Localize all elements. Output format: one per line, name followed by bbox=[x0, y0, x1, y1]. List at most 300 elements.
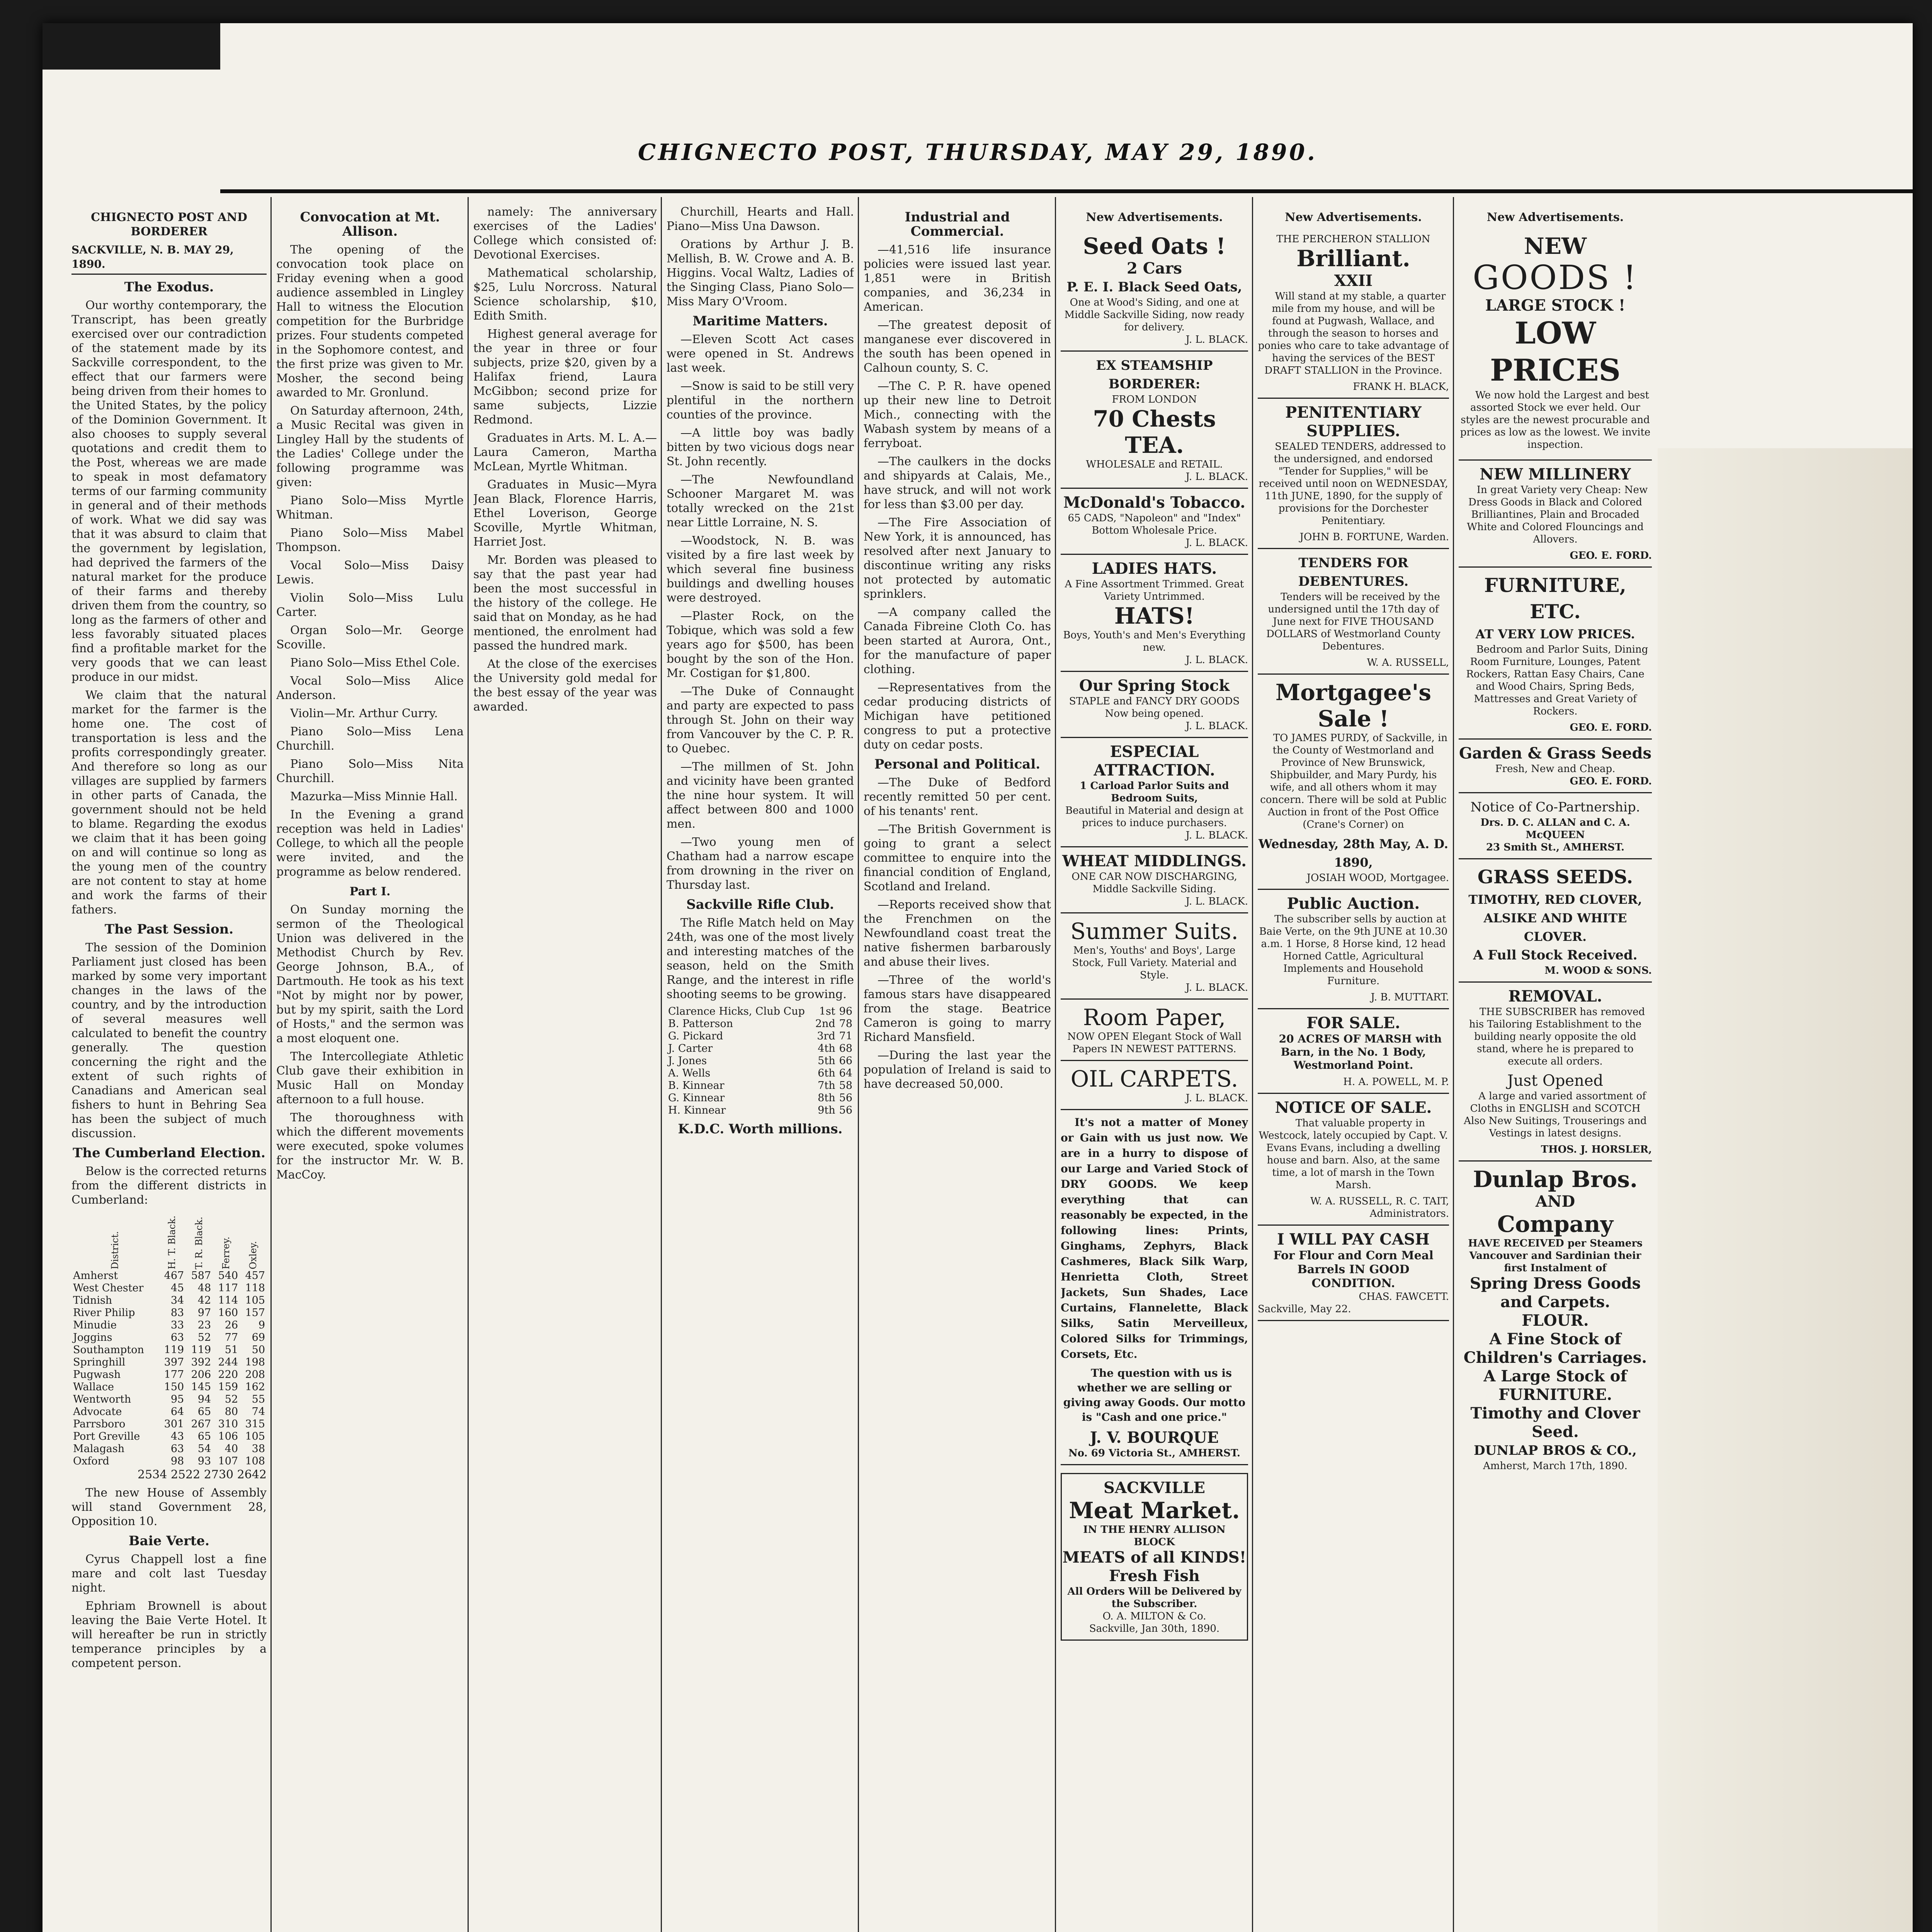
ad-body: TO JAMES PURDY, of Sackville, in the County of Westmorland and Province of New Brunswick, Shipbuilder, and Mary Purdy, his wife, and all others whom it may concern. There will be sold at Public Auction in front of the Post Office (Crane's Corner) on bbox=[1260, 732, 1448, 830]
table-cell: 105 bbox=[245, 1430, 265, 1442]
ad-body: IN THE HENRY ALLISON BLOCK bbox=[1083, 1524, 1226, 1548]
news-item: —The millmen of St. John and vicinity have been granted the nine hour system. It will affect between 800 and 1000 men. bbox=[667, 760, 854, 831]
news-item: —The British Government is going to grant a select committee to enquire into the financial condition of England, Scotland and Ireland. bbox=[864, 823, 1051, 893]
table-cell: 2nd bbox=[815, 1018, 835, 1030]
ad-subtitle: AT VERY LOW PRICES. bbox=[1475, 627, 1635, 641]
table-cell: H. Kinnear bbox=[668, 1104, 726, 1116]
table-cell: 117 bbox=[218, 1282, 238, 1294]
ad-signature: W. A. RUSSELL, R. C. TAIT, Administrators. bbox=[1310, 1196, 1449, 1219]
table-cell: 206 bbox=[191, 1369, 211, 1381]
table-row bbox=[71, 1455, 267, 1468]
table-row bbox=[667, 1092, 854, 1104]
table-cell: 26 bbox=[224, 1319, 238, 1331]
news-item: —Three of the world's famous stars have disappeared from the stage. Beatrice Cameron is going to marry Richard Mansfield. bbox=[864, 973, 1051, 1044]
program-item: Vocal Solo—Miss Alice Anderson. bbox=[276, 674, 464, 702]
dunlap-ad bbox=[1459, 1162, 1652, 1477]
article-paragraph: The thoroughness with which the different movements were executed, spoke volumes for the instructor Mr. W. B. MacCoy. bbox=[276, 1111, 464, 1182]
table-cell: 64 bbox=[839, 1067, 852, 1079]
column-1 bbox=[71, 205, 267, 1932]
hats-ad bbox=[1061, 555, 1248, 672]
table-cell: A. Wells bbox=[668, 1067, 711, 1079]
table-cell: 160 bbox=[218, 1307, 238, 1319]
article-paragraph: Orations by Arthur J. B. Mellish, B. W. Crowe and A. B. Higgins. Vocal Waltz, Ladies of the Singing Class, Piano Solo—Miss Mary O'Vroom. bbox=[667, 238, 854, 308]
wheat-ad bbox=[1061, 847, 1248, 913]
table-row bbox=[71, 1356, 267, 1369]
table-cell: Malagash bbox=[73, 1443, 125, 1455]
news-item: —Eleven Scott Act cases were opened in St. Andrews last week. bbox=[667, 333, 854, 375]
table-cell: 34 bbox=[170, 1294, 184, 1306]
table-cell: Wentworth bbox=[73, 1393, 131, 1405]
table-cell: 80 bbox=[224, 1406, 238, 1418]
program-item: Piano Solo—Miss Lena Churchill. bbox=[276, 725, 464, 753]
column-rule bbox=[270, 197, 272, 1932]
table-cell: Oxford bbox=[73, 1455, 109, 1467]
ad-title: NEW bbox=[1524, 233, 1587, 259]
table-row bbox=[667, 1018, 854, 1030]
table-cell: 33 bbox=[170, 1319, 184, 1331]
ad-signature: J. L. BLACK. bbox=[1185, 982, 1248, 993]
table-row bbox=[71, 1307, 267, 1319]
program-item: Mazurka—Miss Minnie Hall. bbox=[290, 790, 458, 803]
article-paragraph: We claim that the natural market for the farmer is the home one. The cost of transportation is less and the profits correspondingly greater. And therefore so long as our villages are supplied by farmers in other parts of Canada, the government should not be held to blame. Regarding the exodus we claim that it has been going on and will continue so long as the young men of the country are not content to stay at home and work the farms of their fathers. bbox=[71, 689, 267, 917]
ad-date: Amherst, March 17th, 1890. bbox=[1483, 1460, 1628, 1472]
news-item: —The Newfoundland Schooner Margaret M. was totally wrecked on the 21st near Little Lorraine, N. S. bbox=[667, 473, 854, 529]
table-cell: 63 bbox=[170, 1443, 184, 1455]
column-rule bbox=[661, 197, 662, 1932]
ad-title: Room Paper, bbox=[1083, 1004, 1226, 1031]
ad-signature: GEO. E. FORD. bbox=[1570, 776, 1652, 787]
table-header-cell: District. bbox=[109, 1231, 121, 1269]
table-cell: Minudie bbox=[73, 1319, 117, 1331]
ad-signature: O. A. MILTON & Co. bbox=[1102, 1611, 1206, 1622]
news-item: —Two young men of Chatham had a narrow escape from drowning in the river on Thursday last. bbox=[667, 835, 854, 892]
table-cell: 159 bbox=[218, 1381, 238, 1393]
column-6 bbox=[1061, 205, 1248, 1932]
table-cell: 150 bbox=[164, 1381, 184, 1393]
table-cell: G. Kinnear bbox=[668, 1092, 725, 1104]
article-paragraph: At the close of the exercises the University gold medal for the best essay of the year was awarded. bbox=[473, 657, 657, 714]
election-table bbox=[71, 1211, 267, 1468]
table-cell: 69 bbox=[252, 1332, 265, 1344]
ad-date: Sackville, May 22. bbox=[1258, 1303, 1351, 1315]
program-item: Piano Solo—Miss Mabel Thompson. bbox=[276, 526, 464, 554]
column-rule bbox=[1252, 197, 1253, 1932]
table-cell: 119 bbox=[164, 1344, 184, 1356]
ad-body: In great Variety very Cheap: New Dress Goods in Black and Colored Brilliantines, Plain and Brocaded White and Colored Flouncings and Allovers. bbox=[1467, 484, 1648, 545]
debentures-ad bbox=[1258, 549, 1449, 675]
column-7 bbox=[1258, 205, 1449, 1932]
table-cell: Port Greville bbox=[73, 1430, 140, 1442]
ad-subtitle: 2 Cars bbox=[1126, 259, 1182, 277]
news-item: —The C. P. R. have opened up their new line to Detroit Mich., connecting with the Wabash system by means of a ferryboat. bbox=[864, 379, 1051, 450]
article-paragraph: Below is the corrected returns from the different districts in Cumberland: bbox=[71, 1165, 267, 1207]
rifle-scores-table bbox=[667, 1005, 854, 1117]
news-item: —A little boy was badly bitten by two vicious dogs near St. John recently. bbox=[667, 426, 854, 468]
rifle-scores-body bbox=[667, 1005, 854, 1117]
stallion-ad bbox=[1258, 228, 1449, 399]
table-cell: 50 bbox=[252, 1344, 265, 1356]
ad-title: EX STEAMSHIP BORDERER: bbox=[1096, 358, 1213, 392]
table-cell: Parrsboro bbox=[73, 1418, 126, 1430]
for-sale-ad bbox=[1258, 1009, 1449, 1094]
table-cell: 43 bbox=[170, 1430, 184, 1442]
table-cell: 8th bbox=[818, 1092, 835, 1104]
table-cell: 587 bbox=[191, 1270, 211, 1282]
table-cell: 105 bbox=[245, 1294, 265, 1306]
ad-subtitle: XXII bbox=[1334, 272, 1373, 290]
column-3 bbox=[473, 205, 657, 1932]
ad-title: FURNITURE, ETC. bbox=[1484, 574, 1626, 623]
copartnership-ad bbox=[1459, 793, 1652, 859]
table-cell: 97 bbox=[197, 1307, 211, 1319]
table-cell: 1st bbox=[819, 1005, 835, 1017]
table-cell: 38 bbox=[252, 1443, 265, 1455]
table-cell: 9th bbox=[818, 1104, 835, 1116]
table-cell: 74 bbox=[252, 1406, 265, 1418]
column-rule bbox=[1055, 197, 1056, 1932]
table-cell: 107 bbox=[218, 1455, 238, 1467]
article-paragraph: Our worthy contemporary, the Transcript, has been greatly exercised over our contradiction of the statement made by its Sackville correspondent, to the effect that our farmers were being driven from their homes to the United States, by the policy of the Dominion Government. It also chooses to supply several quotations and credit them to the Post, whereas we are made to speak in most defamatory terms of our farming community in general and of their methods of work. What we did say was that it was absurd to claim that the government by legislation, had deprived the farmers of the natural market for the produce of their farms and thereby driven them from the country, so long as the farmers of other and less favorably situated places find a profitable market for the very goods that we can least produce in our midst. bbox=[71, 299, 267, 684]
seed-oats-ad bbox=[1061, 228, 1248, 352]
room-paper-ad bbox=[1061, 1000, 1248, 1061]
ad-address: No. 69 Victoria St., AMHERST. bbox=[1068, 1447, 1240, 1459]
article-heading: Convocation at Mt. Allison. bbox=[300, 209, 440, 239]
table-cell: Advocate bbox=[73, 1406, 122, 1418]
table-cell: 392 bbox=[191, 1356, 211, 1368]
article-paragraph: Mathematical scholarship, $25, Lulu Norcross. Natural Science scholarship, $10, Edith Smith. bbox=[473, 266, 657, 323]
table-cell: 55 bbox=[252, 1393, 265, 1405]
newspaper-page bbox=[43, 23, 1913, 1932]
article-paragraph: Mr. Borden was pleased to say that the past year had been the most successful in the history of the college. He said that on Monday, as he had mentioned, the enrolment had passed the hundred mark. bbox=[473, 553, 657, 653]
ad-subtitle: LARGE STOCK ! bbox=[1485, 296, 1626, 315]
table-cell: 7th bbox=[818, 1080, 835, 1092]
ad-title: GOODS ! bbox=[1473, 259, 1638, 297]
table-cell: 457 bbox=[245, 1270, 265, 1282]
ad-body: We now hold the Largest and best assorted Stock we ever held. Our styles are the newest procurable and prices as low as the lowest. We invite inspection. bbox=[1460, 389, 1651, 451]
ad-title: Our Spring Stock bbox=[1079, 677, 1230, 695]
footer-ad: K.D.C. Worth millions. bbox=[678, 1121, 843, 1137]
ad-headline: 70 Chests TEA. bbox=[1093, 406, 1216, 458]
ad-body: The question with us is whether we are selling or giving away Goods. Our motto is "Cash and one price." bbox=[1063, 1367, 1246, 1423]
ad-title: NEW MILLINERY bbox=[1480, 465, 1631, 483]
article-paragraph: The opening of the convocation took place on Friday evening when a good audience assembled in Lingley Hall to witness the Elocution competition for the Burbridge prizes. Four students competed in the Sophomore contest, and the first prize was given to Mr. Mosher, the second being awarded to Mr. Gronlund. bbox=[276, 243, 464, 400]
ad-signature: J. L. BLACK. bbox=[1185, 654, 1248, 666]
ad-title: WHEAT MIDDLINGS. bbox=[1062, 852, 1247, 870]
table-cell: 63 bbox=[170, 1332, 184, 1344]
news-item: —Snow is said to be still very plentiful in the northern counties of the province. bbox=[667, 379, 854, 422]
table-cell: 114 bbox=[218, 1294, 238, 1306]
table-cell: J. Carter bbox=[668, 1043, 713, 1054]
article-paragraph: The new House of Assembly will stand Government 28, Opposition 10. bbox=[71, 1486, 267, 1528]
ad-signature: J. L. BLACK. bbox=[1185, 471, 1248, 483]
news-item: —During the last year the population of Ireland is said to have decreased 50,000. bbox=[864, 1049, 1051, 1091]
article-paragraph: The Intercollegiate Athletic Club gave their exhibition in Music Hall on Monday afternoon to a full house. bbox=[276, 1050, 464, 1106]
ad-title: I WILL PAY CASH bbox=[1277, 1230, 1430, 1248]
table-header-cell: T. R. Black. bbox=[194, 1216, 205, 1269]
table-cell: 145 bbox=[191, 1381, 211, 1393]
ad-body: That valuable property in Westcock, lately occupied by Capt. V. Evans Evans, including a dwelling house and barn. Also, at the same time, a lot of marsh in the Town Marsh. bbox=[1259, 1117, 1448, 1191]
news-item: —41,516 life insurance policies were issued last year. 1,851 were in British companies, and 36,234 in American. bbox=[864, 243, 1051, 314]
article-paragraph: Graduates in Music—Myra Jean Black, Florence Harris, Ethel Loverison, George Scoville, Myrtle Whitman, Harriet Jost. bbox=[473, 478, 657, 549]
table-row bbox=[667, 1030, 854, 1043]
ad-headline: Timothy and Clover Seed. bbox=[1470, 1404, 1640, 1441]
ad-subtitle: AND bbox=[1535, 1192, 1575, 1211]
table-cell: 540 bbox=[218, 1270, 238, 1282]
table-cell: Springhill bbox=[73, 1356, 126, 1368]
table-row bbox=[71, 1319, 267, 1332]
news-item: —A company called the Canada Fibreine Cloth Co. has been started at Aurora, Ont., for the manufacture of paper clothing. bbox=[864, 605, 1051, 676]
ad-date: Wednesday, 28th May, A. D. 1890, bbox=[1258, 837, 1449, 870]
article-heading: Sackville Rifle Club. bbox=[686, 897, 834, 912]
table-cell: J. Jones bbox=[668, 1055, 707, 1067]
new-goods-ad bbox=[1459, 228, 1652, 461]
column-4 bbox=[667, 205, 854, 1932]
table-cell: 51 bbox=[224, 1344, 238, 1356]
table-row bbox=[71, 1443, 267, 1455]
ad-signature: JOHN B. FORTUNE, Warden. bbox=[1299, 531, 1449, 543]
table-cell: 77 bbox=[224, 1332, 238, 1344]
article-heading: The Cumberland Election. bbox=[73, 1145, 265, 1161]
ad-date: Sackville, Jan 30th, 1890. bbox=[1089, 1623, 1220, 1634]
table-cell: 310 bbox=[218, 1418, 238, 1430]
table-header-cell: Oxley. bbox=[248, 1241, 259, 1269]
ad-headline: A Full Stock Received. bbox=[1473, 947, 1638, 963]
article-paragraph: Graduates in Arts. M. L. A.—Laura Cameron, Martha McLean, Myrtle Whitman. bbox=[473, 431, 657, 473]
table-cell: 45 bbox=[170, 1282, 184, 1294]
table-cell: 267 bbox=[191, 1418, 211, 1430]
column-2 bbox=[276, 205, 464, 1932]
table-cell: 220 bbox=[218, 1369, 238, 1381]
ad-headline: LOW PRICES bbox=[1490, 316, 1621, 388]
column-5 bbox=[864, 205, 1051, 1932]
ad-subtitle: 1 Carload Parlor Suits and Bedroom Suits, bbox=[1080, 780, 1229, 804]
table-cell: 65 bbox=[197, 1430, 211, 1442]
ad-signature: THOS. J. HORSLER, bbox=[1541, 1144, 1652, 1155]
ad-body: One at Wood's Siding, and one at Middle Sackville Siding, now ready for delivery. bbox=[1064, 297, 1245, 333]
table-header-cell: Ferrey. bbox=[221, 1236, 232, 1269]
page-edge-shadow bbox=[1658, 448, 1913, 1932]
grass-seeds-ad bbox=[1459, 859, 1652, 983]
table-row bbox=[667, 1005, 854, 1018]
ad-headline: Spring Dress Goods and Carpets. bbox=[1469, 1274, 1641, 1311]
program-item: Vocal Solo—Miss Daisy Lewis. bbox=[276, 559, 464, 587]
table-cell: Clarence Hicks, Club Cup bbox=[668, 1005, 805, 1017]
table-row bbox=[71, 1393, 267, 1406]
news-item: —Reports received show that the Frenchmen on the Newfoundland coast treat the native fishermen barbarously and abuse their lives. bbox=[864, 898, 1051, 969]
news-item: —The greatest deposit of manganese ever discovered in the south has been opened in Calhoun county, S. C. bbox=[864, 318, 1051, 375]
table-cell: 6th bbox=[818, 1067, 835, 1079]
news-item: —Woodstock, N. B. was visited by a fire last week by which several fine business buildings and dwelling houses were destroyed. bbox=[667, 534, 854, 605]
table-cell: 64 bbox=[170, 1406, 184, 1418]
table-row bbox=[667, 1080, 854, 1092]
table-cell: 71 bbox=[839, 1030, 852, 1042]
table-cell: 56 bbox=[839, 1104, 852, 1116]
ad-subtitle: Meat Market. bbox=[1069, 1497, 1240, 1524]
ad-signature: H. A. POWELL, M. P. bbox=[1343, 1076, 1449, 1088]
table-cell: 208 bbox=[245, 1369, 265, 1381]
ad-signature: M. WOOD & SONS. bbox=[1544, 965, 1652, 976]
ad-signature: JOSIAH WOOD, Mortgagee. bbox=[1306, 872, 1449, 884]
article-paragraph: Cyrus Chappell lost a fine mare and colt last Tuesday night. bbox=[71, 1553, 267, 1595]
table-row bbox=[71, 1430, 267, 1443]
news-item: —Representatives from the cedar producing districts of Michigan have petitioned congress to put a protective duty on cedar posts. bbox=[864, 681, 1051, 752]
ad-signature: GEO. E. FORD. bbox=[1570, 550, 1652, 561]
ad-address: 23 Smith St., AMHERST. bbox=[1486, 842, 1625, 853]
ad-title: Brilliant. bbox=[1296, 245, 1410, 272]
article-heading: The Exodus. bbox=[124, 279, 214, 295]
millinery-ad bbox=[1459, 461, 1652, 568]
garden-seeds-ad bbox=[1459, 740, 1652, 793]
article-paragraph: namely: The anniversary exercises of the Ladies' College which consisted of: Devotional Exercises. bbox=[473, 205, 657, 262]
ad-signature: J. L. BLACK. bbox=[1185, 720, 1248, 732]
ad-title: Seed Oats ! bbox=[1083, 233, 1226, 259]
ad-headline: HATS! bbox=[1114, 603, 1195, 629]
table-cell: 94 bbox=[197, 1393, 211, 1405]
article-paragraph: Ephriam Brownell is about leaving the Baie Verte Hotel. It will hereafter be run in strictly temperance principles by a competent person. bbox=[71, 1599, 267, 1670]
ad-body: Beautiful in Material and design at prices to induce purchasers. bbox=[1065, 805, 1243, 829]
program-item: Piano Solo—Miss Myrtle Whitman. bbox=[276, 494, 464, 522]
program-item: Organ Solo—Mr. George Scoville. bbox=[276, 624, 464, 651]
news-item: —The Duke of Bedford recently remitted 50 per cent. of his tenants' rent. bbox=[864, 776, 1051, 818]
ad-signature: J. V. BOURQUE bbox=[1090, 1429, 1219, 1447]
column-rule bbox=[468, 197, 469, 1932]
ad-headline: MEATS of all KINDS! bbox=[1062, 1548, 1247, 1566]
table-cell: 78 bbox=[839, 1018, 852, 1030]
ad-signature: J. L. BLACK. bbox=[1185, 896, 1248, 907]
meat-market-ad bbox=[1061, 1473, 1248, 1641]
table-cell: 83 bbox=[170, 1307, 184, 1319]
table-cell: 23 bbox=[197, 1319, 211, 1331]
ad-subtitle: TIMOTHY, RED CLOVER, ALSIKE AND WHITE CLOVER. bbox=[1468, 892, 1642, 944]
program-item: Violin—Mr. Arthur Curry. bbox=[290, 707, 438, 720]
ad-signature: DUNLAP BROS & CO., bbox=[1474, 1443, 1637, 1458]
ads-header: New Advertisements. bbox=[1486, 211, 1624, 224]
notice-of-sale-ad bbox=[1258, 1094, 1449, 1226]
election-total: 2534 2522 2730 2642 bbox=[138, 1468, 267, 1481]
ad-title: FOR SALE. bbox=[1306, 1014, 1400, 1032]
ad-signature: J. L. BLACK. bbox=[1185, 537, 1248, 549]
ad-body: ONE CAR NOW DISCHARGING, Middle Sackville Siding. bbox=[1071, 871, 1237, 895]
special-attraction-ad bbox=[1061, 738, 1248, 847]
table-cell: West Chester bbox=[73, 1282, 144, 1294]
oil-carpets-ad bbox=[1061, 1061, 1248, 1110]
ad-body: A large and varied assortment of Cloths in ENGLISH and SCOTCH Also New Suitings, Trouserings and Vestings in latest designs. bbox=[1464, 1090, 1647, 1139]
table-cell: Tidnish bbox=[73, 1294, 112, 1306]
table-cell: Joggins bbox=[73, 1332, 112, 1344]
ad-subtitle: FROM LONDON bbox=[1112, 394, 1197, 405]
ad-body: Bedroom and Parlor Suits, Dining Room Furniture, Lounges, Patent Rockers, Rattan Easy Chairs, Cane and Wood Chairs, Spring Beds, Mattresses and Great Variety of Rockers. bbox=[1466, 644, 1648, 717]
ad-headline: A Large Stock of FURNITURE. bbox=[1483, 1367, 1627, 1404]
table-cell: 467 bbox=[164, 1270, 184, 1282]
ad-body: The subscriber sells by auction at Baie Verte, on the 9th JUNE at 10.30 a.m. 1 Horse, 8 Horse kind, 12 head Horned Cattle, Agricultural Implements and Household Furniture. bbox=[1259, 913, 1448, 987]
news-item: —The Fire Association of New York, it is announced, has resolved after next January to discontinue writing any risks not protected by automatic sprinklers. bbox=[864, 516, 1051, 601]
ad-title: Dunlap Bros. bbox=[1473, 1166, 1638, 1192]
ad-body: HAVE RECEIVED per Steamers Vancouver and Sardinian their first Instalment of bbox=[1468, 1238, 1643, 1274]
table-cell: 66 bbox=[839, 1055, 852, 1067]
table-cell: G. Pickard bbox=[668, 1030, 723, 1042]
ad-signature: W. A. RUSSELL, bbox=[1367, 657, 1449, 668]
table-row bbox=[71, 1381, 267, 1393]
ad-body: SEALED TENDERS, addressed to the undersigned, and endorsed "Tender for Supplies," will be received until noon on WEDNESDAY, 11th JUNE, 1890, for the supply of provisions for the Dorchester Penitentiary. bbox=[1259, 441, 1448, 527]
table-cell: 58 bbox=[839, 1080, 852, 1092]
table-cell: 68 bbox=[839, 1043, 852, 1054]
news-item: —The caulkers in the docks and shipyards at Calais, Me., have struck, and will not work for less than $3.00 per day. bbox=[864, 455, 1051, 511]
ad-body: THE SUBSCRIBER has removed his Tailoring Establishment to the building nearly opposite the old stand, where he is prepared to execute all orders. bbox=[1469, 1006, 1645, 1067]
table-cell: 40 bbox=[224, 1443, 238, 1455]
scan-margin bbox=[43, 23, 220, 70]
ad-body: All Orders Will be Delivered by the Subscriber. bbox=[1067, 1586, 1242, 1610]
ad-title: NOTICE OF SALE. bbox=[1275, 1099, 1432, 1117]
article-paragraph: The Rifle Match held on May 24th, was one of the most lively and interesting matches of the season, held on the Smith Range, and the interest in rifle shooting seems to be growing. bbox=[667, 916, 854, 1001]
ad-subtitle: P. E. I. Black Seed Oats, bbox=[1066, 279, 1242, 295]
table-row bbox=[667, 1055, 854, 1067]
article-paragraph: In the Evening a grand reception was held in Ladies' College, to which all the people were invited, and the programme as below rendered. bbox=[276, 808, 464, 879]
dateline: SACKVILLE, N. B. MAY 29, 1890. bbox=[71, 243, 267, 275]
table-cell: 244 bbox=[218, 1356, 238, 1368]
article-heading: Maritime Matters. bbox=[692, 313, 828, 329]
ad-signature: J. L. BLACK. bbox=[1185, 334, 1248, 345]
table-row bbox=[71, 1344, 267, 1356]
ad-subtitle: WHOLESALE and RETAIL. bbox=[1086, 459, 1223, 470]
ad-title: SACKVILLE bbox=[1103, 1479, 1205, 1497]
table-row bbox=[71, 1418, 267, 1430]
furniture-ad bbox=[1459, 568, 1652, 740]
table-cell: 315 bbox=[245, 1418, 265, 1430]
ad-subtitle: Fresh, New and Cheap. bbox=[1495, 763, 1616, 775]
table-row bbox=[667, 1043, 854, 1055]
ads-header: New Advertisements. bbox=[1285, 211, 1422, 224]
ad-title: Garden & Grass Seeds bbox=[1459, 744, 1651, 762]
table-row bbox=[71, 1406, 267, 1418]
article-heading: Industrial and Commercial. bbox=[905, 209, 1010, 239]
ad-body: STAPLE and FANCY DRY GOODS Now being opened. bbox=[1069, 696, 1240, 719]
article-paragraph: On Sunday morning the sermon of the Theological Union was delivered in the Methodist Church by Rev. George Johnson, B.A., of Dartmouth. He took as his text "Not by might nor by power, but by my spirit, saith the Lord of Hosts," and the sermon was a most eloquent one. bbox=[276, 903, 464, 1045]
ad-title: TENDERS FOR DEBENTURES. bbox=[1298, 555, 1409, 589]
table-row bbox=[71, 1369, 267, 1381]
ad-title: Notice of Co-Partnership. bbox=[1470, 799, 1640, 815]
ad-subtitle: Just Opened bbox=[1507, 1072, 1604, 1090]
ad-title: ESPECIAL ATTRACTION. bbox=[1094, 743, 1215, 779]
cash-ad bbox=[1258, 1226, 1449, 1321]
penitentiary-ad bbox=[1258, 399, 1449, 549]
tea-ad bbox=[1061, 352, 1248, 489]
election-table-header bbox=[71, 1211, 267, 1270]
ad-body: 65 CADS, "Napoleon" and "Index" Bottom Wholesale Price. bbox=[1068, 512, 1241, 536]
table-cell: Amherst bbox=[73, 1270, 118, 1282]
ad-body: Will stand at my stable, a quarter mile from my house, and will be found at Pugwash, Wallace, and through the season to horses and ponies who care to take advantage of having the services of the BEST DRAFT STALLION in the Province. bbox=[1258, 291, 1449, 376]
bourque-ad bbox=[1061, 1110, 1248, 1465]
news-item: —The Duke of Connaught and party are expected to pass through St. John on their way from Vancouver by the C. P. R. to Quebec. bbox=[667, 685, 854, 755]
table-cell: 5th bbox=[818, 1055, 835, 1067]
table-cell: B. Patterson bbox=[668, 1018, 733, 1030]
ad-title: Public Auction. bbox=[1287, 895, 1420, 913]
ad-signature: J. B. MUTTART. bbox=[1371, 992, 1449, 1003]
table-cell: 157 bbox=[245, 1307, 265, 1319]
ad-title: McDonald's Tobacco. bbox=[1063, 493, 1246, 512]
ad-body: Boys, Youth's and Men's Everything new. bbox=[1063, 629, 1246, 653]
table-cell: 96 bbox=[839, 1005, 852, 1017]
table-row bbox=[71, 1270, 267, 1282]
table-cell: 42 bbox=[197, 1294, 211, 1306]
ad-signature: CHAS. FAWCETT. bbox=[1359, 1291, 1449, 1303]
ad-title: Mortgagee's Sale ! bbox=[1275, 679, 1432, 732]
ad-body: 20 ACRES OF MARSH with Barn, in the No. 1 Body, Westmorland Point. bbox=[1279, 1032, 1442, 1071]
section-title: CHIGNECTO POST AND BORDERER bbox=[91, 211, 247, 238]
election-table-body bbox=[71, 1270, 267, 1468]
table-cell: 301 bbox=[164, 1418, 184, 1430]
summer-suits-ad bbox=[1061, 913, 1248, 1000]
column-rule bbox=[1453, 197, 1454, 1932]
